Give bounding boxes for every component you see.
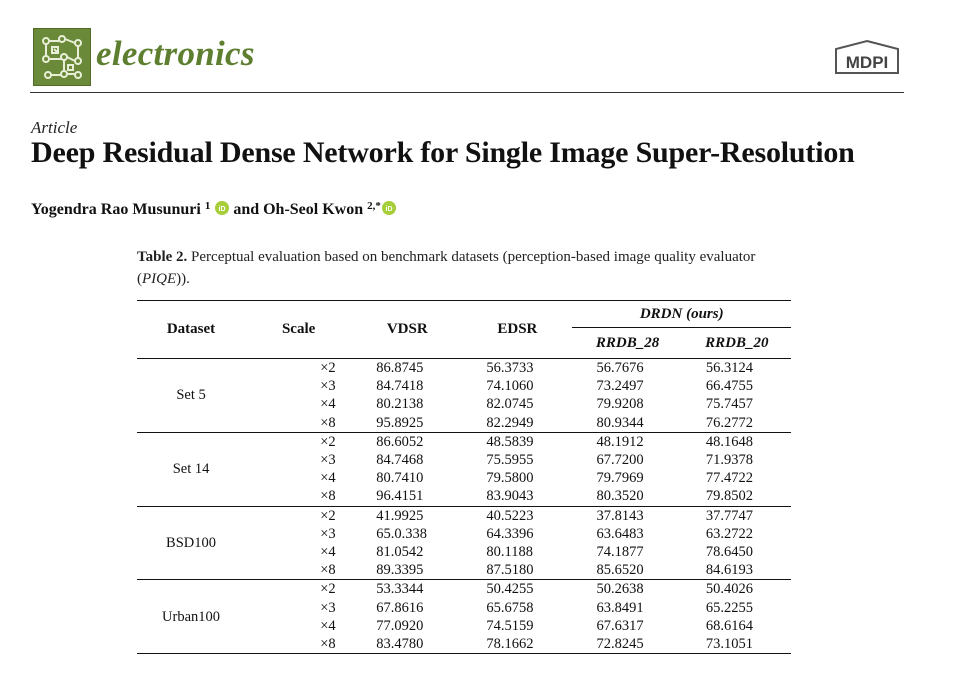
edsr-cell: [462, 561, 572, 580]
vdsr-cell: [352, 543, 462, 561]
table-label: Table 2.: [137, 249, 188, 265]
svg-text:iD: iD: [218, 206, 226, 213]
svg-text:iD: iD: [385, 206, 393, 213]
rrdb28-value: 63.6483: [596, 525, 644, 542]
vdsr-value: 86.6052: [376, 433, 424, 450]
rrdb20-cell: [683, 414, 791, 433]
rrdb20-value: 76.2772: [705, 414, 753, 431]
scale-value: ×2: [320, 433, 336, 450]
dataset-name: Set 5: [137, 359, 245, 433]
vdsr-value: 67.8616: [376, 599, 424, 616]
table-row: [137, 580, 791, 599]
affiliation-marker: 2,*: [367, 200, 381, 212]
orcid-icon[interactable]: [215, 201, 229, 215]
rrdb28-value: 50.2638: [596, 581, 644, 598]
article-type: Article: [31, 118, 78, 137]
journal-header: [30, 28, 904, 92]
journal-name: electronics: [96, 34, 255, 73]
vdsr-cell: [352, 487, 462, 506]
rrdb20-value: 75.7457: [705, 396, 753, 413]
vdsr-cell: [352, 451, 462, 469]
scale-cell: [245, 506, 352, 525]
table-bottom-rule: [137, 654, 791, 656]
rrdb28-cell: [572, 525, 682, 543]
scale-value: ×4: [320, 396, 336, 413]
scale-value: ×4: [320, 470, 336, 487]
edsr-value: 65.6758: [486, 599, 534, 616]
col-header-rrdb28: RRDB_28: [595, 334, 660, 351]
bottom-rule-cell: [137, 654, 791, 656]
vdsr-cell: [352, 598, 462, 616]
scale-value: ×3: [320, 452, 336, 469]
col-header-edsr: EDSR: [462, 301, 572, 359]
rrdb20-cell: [683, 487, 791, 506]
scale-cell: [245, 635, 352, 654]
rrdb20-value: 73.1051: [705, 635, 753, 652]
scale-value: ×3: [320, 599, 336, 616]
paper-title: Deep Residual Dense Network for Single Image Super-Resolution: [31, 136, 855, 169]
edsr-cell: [462, 377, 572, 395]
scale-cell: [245, 561, 352, 580]
vdsr-cell: [352, 580, 462, 599]
vdsr-cell: [352, 359, 462, 378]
rrdb20-cell: [683, 580, 791, 599]
caption-text-end: )).: [176, 271, 190, 287]
scale-cell: [245, 487, 352, 506]
edsr-cell: [462, 414, 572, 433]
col-header-vdsr: VDSR: [352, 301, 462, 359]
rrdb20-cell: [683, 506, 791, 525]
scale-cell: [245, 469, 352, 487]
rrdb28-value: 74.1877: [596, 543, 644, 560]
rrdb20-cell: [683, 377, 791, 395]
scale-cell: [245, 432, 352, 451]
edsr-cell: [462, 451, 572, 469]
rrdb20-value: 79.8502: [705, 488, 753, 505]
orcid-icon[interactable]: [382, 201, 396, 215]
scale-cell: [245, 617, 352, 635]
scale-value: ×2: [320, 360, 336, 377]
rrdb28-cell: [572, 561, 682, 580]
scale-value: ×3: [320, 525, 336, 542]
edsr-value: 50.4255: [486, 581, 534, 598]
rrdb20-value: 48.1648: [705, 433, 753, 450]
header-divider: [30, 92, 904, 93]
edsr-value: 48.5839: [486, 433, 534, 450]
vdsr-value: 41.9925: [376, 507, 424, 524]
vdsr-cell: [352, 617, 462, 635]
publisher-name: MDPI: [845, 53, 889, 72]
mdpi-logo-icon: [832, 39, 902, 77]
scale-cell: [245, 395, 352, 413]
scale-cell: [245, 359, 352, 378]
rrdb20-cell: [683, 617, 791, 635]
table-body: [137, 359, 791, 656]
table-row: [137, 359, 791, 378]
vdsr-cell: [352, 414, 462, 433]
vdsr-cell: [352, 432, 462, 451]
rrdb28-value: 67.6317: [596, 617, 644, 634]
rrdb28-cell: [572, 451, 682, 469]
edsr-value: 82.0745: [486, 396, 534, 413]
scale-cell: [245, 451, 352, 469]
rrdb20-cell: [683, 432, 791, 451]
rrdb28-cell: [572, 580, 682, 599]
scale-cell: [245, 580, 352, 599]
edsr-value: 87.5180: [486, 562, 534, 579]
rrdb28-value: 56.7676: [596, 360, 644, 377]
rrdb28-cell: [572, 506, 682, 525]
scale-value: ×4: [320, 543, 336, 560]
table-row: [137, 432, 791, 451]
rrdb20-value: 56.3124: [705, 360, 753, 377]
vdsr-cell: [352, 635, 462, 654]
rrdb28-value: 37.8143: [596, 507, 644, 524]
vdsr-cell: [352, 561, 462, 580]
edsr-cell: [462, 635, 572, 654]
rrdb20-value: 37.7747: [705, 507, 753, 524]
vdsr-value: 77.0920: [376, 617, 424, 634]
edsr-value: 74.5159: [486, 617, 534, 634]
rrdb20-cell: [683, 359, 791, 378]
vdsr-value: 84.7418: [376, 378, 424, 395]
edsr-value: 75.5955: [486, 452, 534, 469]
rrdb28-value: 80.3520: [596, 488, 644, 505]
edsr-value: 82.2949: [486, 414, 534, 431]
edsr-cell: [462, 395, 572, 413]
rrdb28-value: 80.9344: [596, 414, 644, 431]
rrdb28-cell: [572, 617, 682, 635]
vdsr-value: 81.0542: [376, 543, 424, 560]
col-header-drdn: DRDN (ours): [572, 301, 791, 328]
rrdb28-value: 85.6520: [596, 562, 644, 579]
rrdb20-cell: [683, 395, 791, 413]
scale-value: ×8: [320, 414, 336, 431]
vdsr-cell: [352, 525, 462, 543]
author-joiner: and: [233, 201, 260, 218]
scale-value: ×4: [320, 617, 336, 634]
rrdb20-cell: [683, 635, 791, 654]
vdsr-value: 80.2138: [376, 396, 424, 413]
edsr-value: 56.3733: [486, 360, 534, 377]
rrdb20-value: 66.4755: [705, 378, 753, 395]
scale-cell: [245, 598, 352, 616]
author-name[interactable]: Oh-Seol Kwon: [263, 201, 364, 218]
affiliation-marker: 1: [204, 200, 211, 212]
rrdb28-cell: [572, 543, 682, 561]
rrdb20-value: 63.2722: [705, 525, 753, 542]
scale-cell: [245, 377, 352, 395]
vdsr-value: 84.7468: [376, 452, 424, 469]
scale-cell: [245, 543, 352, 561]
edsr-cell: [462, 487, 572, 506]
scale-value: ×2: [320, 581, 336, 598]
scale-cell: [245, 414, 352, 433]
edsr-cell: [462, 469, 572, 487]
rrdb28-value: 73.2497: [596, 378, 644, 395]
rrdb28-cell: [572, 377, 682, 395]
scale-value: ×8: [320, 635, 336, 652]
scale-cell: [245, 525, 352, 543]
col-header-dataset: Dataset: [137, 301, 245, 359]
rrdb20-value: 68.6164: [705, 617, 753, 634]
rrdb28-value: 48.1912: [596, 433, 644, 450]
scale-value: ×8: [320, 562, 336, 579]
rrdb20-value: 84.6193: [705, 562, 753, 579]
rrdb20-cell: [683, 525, 791, 543]
rrdb28-cell: [572, 487, 682, 506]
vdsr-cell: [352, 506, 462, 525]
rrdb28-value: 63.8491: [596, 599, 644, 616]
rrdb20-cell: [683, 451, 791, 469]
vdsr-value: 65.0.338: [376, 525, 427, 542]
edsr-cell: [462, 525, 572, 543]
rrdb28-cell: [572, 359, 682, 378]
edsr-cell: [462, 617, 572, 635]
vdsr-value: 96.4151: [376, 488, 424, 505]
table-caption: [137, 246, 797, 290]
rrdb28-cell: [572, 414, 682, 433]
edsr-cell: [462, 359, 572, 378]
rrdb20-value: 78.6450: [705, 543, 753, 560]
rrdb28-cell: [572, 635, 682, 654]
vdsr-value: 89.3395: [376, 562, 424, 579]
edsr-cell: [462, 432, 572, 451]
rrdb28-value: 79.9208: [596, 396, 644, 413]
rrdb20-cell: [683, 543, 791, 561]
vdsr-value: 86.8745: [376, 360, 424, 377]
author-list: [31, 200, 396, 219]
publisher-logo: [832, 39, 902, 77]
edsr-value: 74.1060: [486, 378, 534, 395]
caption-abbrev: PIQE: [142, 271, 177, 287]
rrdb28-value: 72.8245: [596, 635, 644, 652]
rrdb20-value: 77.4722: [705, 470, 753, 487]
vdsr-value: 95.8925: [376, 414, 424, 431]
rrdb28-value: 79.7969: [596, 470, 644, 487]
edsr-value: 79.5800: [486, 470, 534, 487]
scale-value: ×2: [320, 507, 336, 524]
vdsr-cell: [352, 395, 462, 413]
rrdb28-cell: [572, 598, 682, 616]
dataset-name: Urban100: [137, 580, 245, 654]
rrdb28-cell: [572, 395, 682, 413]
rrdb28-value: 67.7200: [596, 452, 644, 469]
dataset-name: Set 14: [137, 432, 245, 506]
author-name[interactable]: Yogendra Rao Musunuri: [31, 201, 201, 218]
table-row: [137, 506, 791, 525]
edsr-cell: [462, 506, 572, 525]
dataset-name: BSD100: [137, 506, 245, 580]
edsr-value: 80.1188: [486, 543, 533, 560]
vdsr-value: 80.7410: [376, 470, 424, 487]
vdsr-value: 53.3344: [376, 581, 424, 598]
vdsr-value: 83.4780: [376, 635, 424, 652]
scale-value: ×8: [320, 488, 336, 505]
rrdb20-value: 71.9378: [705, 452, 753, 469]
rrdb28-cell: [572, 432, 682, 451]
edsr-value: 64.3396: [486, 525, 534, 542]
rrdb20-cell: [683, 469, 791, 487]
rrdb20-value: 50.4026: [705, 581, 753, 598]
rrdb20-cell: [683, 561, 791, 580]
edsr-value: 78.1662: [486, 635, 534, 652]
scale-value: ×3: [320, 378, 336, 395]
circuit-logo-icon: [34, 29, 90, 85]
edsr-cell: [462, 543, 572, 561]
caption-text: Perceptual evaluation based on benchmark datasets (perception-based image quality evaluator (: [137, 249, 756, 287]
edsr-value: 83.9043: [486, 488, 534, 505]
edsr-cell: [462, 598, 572, 616]
rrdb20-cell: [683, 598, 791, 616]
edsr-cell: [462, 580, 572, 599]
results-table: [137, 300, 791, 655]
vdsr-cell: [352, 377, 462, 395]
rrdb20-value: 65.2255: [705, 599, 753, 616]
rrdb28-cell: [572, 469, 682, 487]
col-header-scale: Scale: [245, 301, 352, 359]
col-header-rrdb20: RRDB_20: [705, 334, 769, 351]
vdsr-cell: [352, 469, 462, 487]
journal-logo: [33, 28, 91, 86]
edsr-value: 40.5223: [486, 507, 534, 524]
